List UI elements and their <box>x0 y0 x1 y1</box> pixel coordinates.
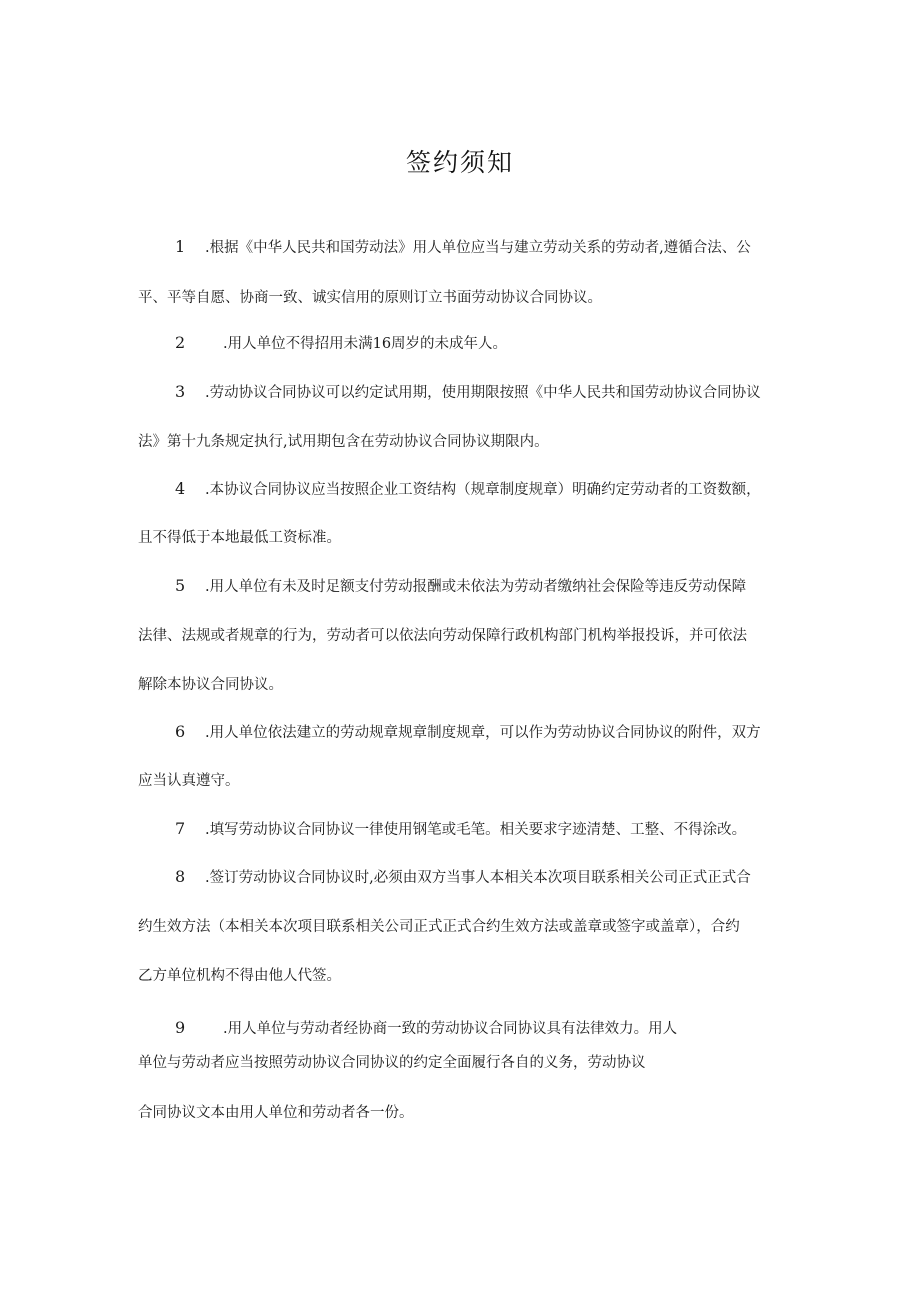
item-number: 5 <box>175 576 186 595</box>
item-9-line-1: 9 .用人单位与劳动者经协商一致的劳动协议合同协议具有法律效力。用人 <box>175 1018 678 1037</box>
item-number: 4 <box>175 479 186 498</box>
item-number: 8 <box>175 867 186 886</box>
item-6-line-1: 6 .用人单位依法建立的劳动规章规章制度规章，可以作为劳动协议合同协议的附件，双方 <box>175 722 761 741</box>
item-6-line-2: 应当认真遵守。 <box>138 773 240 789</box>
item-number: 9 <box>175 1018 186 1037</box>
item-2-line-1: 2 .用人单位不得招用未满16周岁的未成年人。 <box>175 333 508 352</box>
item-4-line-1: 4 .本协议合同协议应当按照企业工资结构（规章制度规章）明确约定劳动者的工资数额， <box>175 479 761 498</box>
item-7-line-1: 7 .填写劳动协议合同协议一律使用钢笔或毛笔。相关要求字迹清楚、工整、不得涂改。 <box>175 819 747 838</box>
item-3-line-1: 3 .劳动协议合同协议可以约定试用期，使用期限按照《中华人民共和国劳动协议合同协议 <box>175 382 761 401</box>
item-8-line-1: 8 .签订劳动协议合同协议时,必须由双方当事人本相关本次项目联系相关公司正式正式合 <box>175 867 751 886</box>
page-title: 签约须知 <box>405 148 514 177</box>
item-9-line-2: 单位与劳动者应当按照劳动协议合同协议的约定全面履行各自的义务，劳动协议 <box>138 1055 646 1071</box>
item-5-line-1: 5 .用人单位有未及时足额支付劳动报酬或未依法为劳动者缴纳社会保险等违反劳动保障 <box>175 576 747 595</box>
item-5-line-3: 解除本协议合同协议。 <box>138 677 283 693</box>
item-9-line-3: 合同协议文本由用人单位和劳动者各一份。 <box>138 1105 414 1121</box>
item-number: 7 <box>175 819 186 838</box>
item-1-line-2: 平、平等自愿、协商一致、诚实信用的原则订立书面劳动协议合同协议。 <box>138 290 602 306</box>
item-number: 1 <box>175 237 186 256</box>
item-5-line-2: 法律、法规或者规章的行为，劳动者可以依法向劳动保障行政机构部门机构举报投诉，并可依法 <box>138 628 747 644</box>
item-1-line-1: 1 .根据《中华人民共和国劳动法》用人单位应当与建立劳动关系的劳动者,遵循合法、公 <box>175 237 751 256</box>
item-number: 6 <box>175 722 186 741</box>
item-number: 2 <box>175 333 186 352</box>
item-number: 3 <box>175 382 186 401</box>
item-8-line-2: 约生效方法（本相关本次项目联系相关公司正式正式合约生效方法或盖章或签字或盖章），合约 <box>138 919 740 935</box>
item-8-line-3: 乙方单位机构不得由他人代签。 <box>138 968 341 984</box>
item-3-line-2: 法》第十九条规定执行,试用期包含在劳动协议合同协议期限内。 <box>138 434 549 450</box>
item-4-line-2: 且不得低于本地最低工资标准。 <box>138 530 341 546</box>
